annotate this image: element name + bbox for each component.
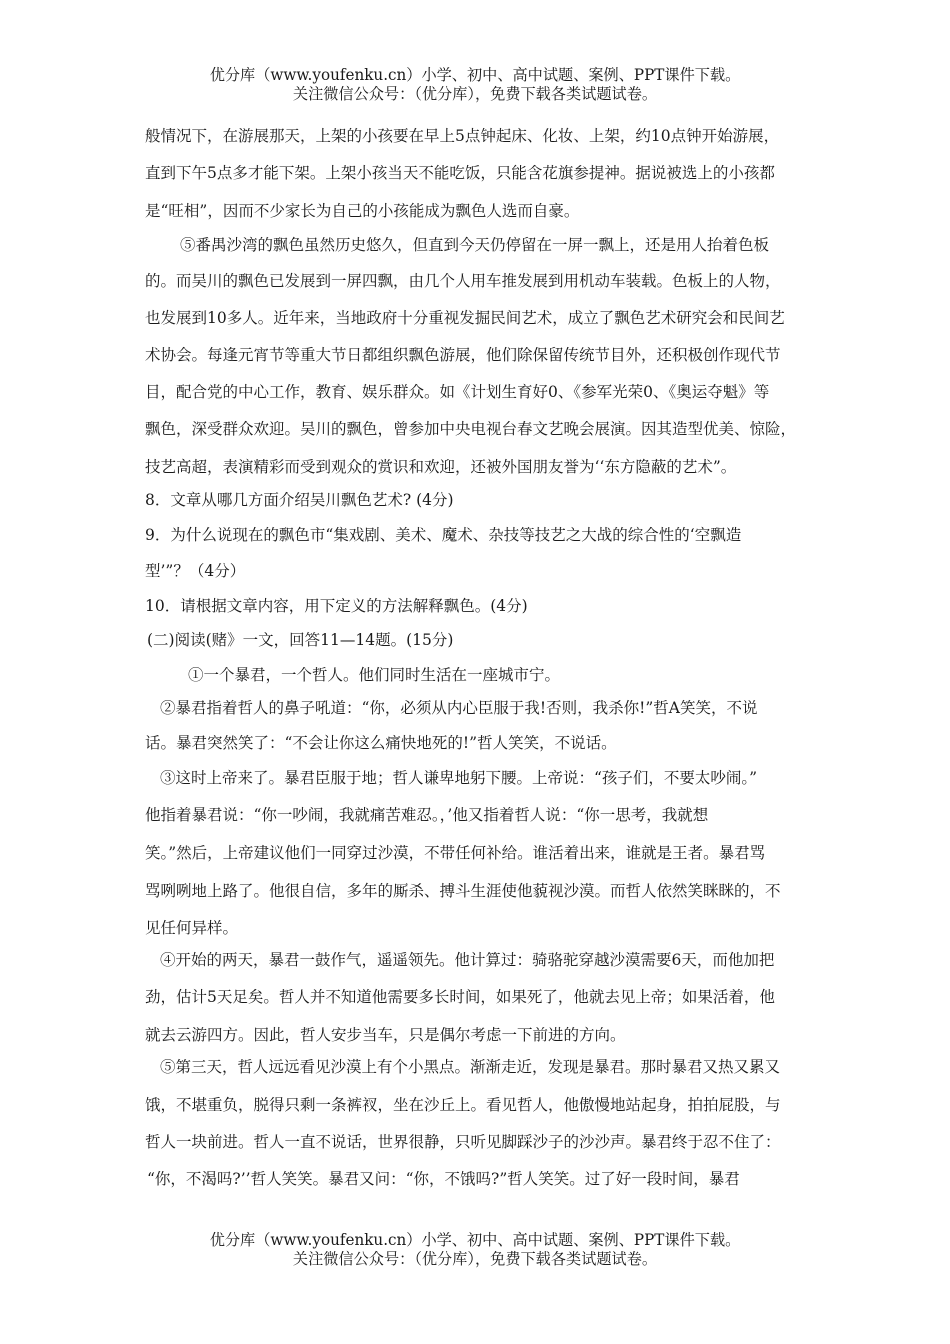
text-line: 哲人一块前进。哲人一直不说话，世界很静，只听见脚踩沙子的沙沙声。暴君终于忍不住了：	[145, 1133, 781, 1151]
section-heading: (二)阅读(赌》一文，回答11—14题。(15分)	[147, 631, 454, 649]
text-line: ⑤番禺沙湾的飘色虽然历史悠久，但直到今天仍停留在一屏一飘上，还是用人抬着色板	[180, 236, 770, 254]
text-line: 目，配合党的中心工作，教育、娱乐群众。如《计划生育好0、《参军光荣0、《奥运夺魁》等	[145, 383, 770, 401]
text-line: 技艺高超，表演精彩而受到观众的赏识和欢迎，还被外国朋友誉为‘‘东方隐蔽的艺术”。	[145, 458, 737, 476]
question-9: 9．为什么说现在的飘色市“集戏剧、美术、魔术、杂技等技艺之大战的综合性的‘空飘造	[145, 526, 742, 544]
text-line: 话。暴君突然笑了：“不会让你这么痛快地死的!”哲人笑笑，不说话。	[145, 734, 617, 752]
question-8: 8．文章从哪几方面介绍吴川飘色艺术? (4分)	[145, 491, 454, 509]
text-line: 也发展到10多人。近年来，当地政府十分重视发掘民间艺术，成立了飘色艺术研究会和民间艺	[145, 309, 785, 327]
text-line: 饿，不堪重负，脱得只剩一条裤衩，坐在沙丘上。看见哲人，他傲慢地站起身，拍拍屁股，与	[145, 1096, 781, 1114]
text-line: ③这时上帝来了。暴君臣服于地；哲人谦卑地躬下腰。上帝说：“孩子们，不要太吵闹。”	[160, 769, 758, 787]
text-line: 般情况下，在游展那天，上架的小孩要在早上5点钟起床、化妆、上架，约10点钟开始游展，	[145, 127, 780, 145]
header-line-1: 优分库（www.youfenku.cn）小学、初中、高中试题、案例、PPT课件下载。	[209, 66, 741, 84]
text-line: “你，不渴吗?’’哲人笑笑。暴君又问：“你，不饿吗?”哲人笑笑。过了好一段时间，暴君	[147, 1170, 740, 1188]
text-line: ②暴君指着哲人的鼻子吼道：“你，必须从内心臣服于我!否则，我杀你!”哲A笑笑，不说	[160, 699, 758, 717]
text-line: 是“旺相”，因而不少家长为自己的小孩能成为飘色人选而自豪。	[145, 202, 580, 220]
question-10: 10．请根据文章内容，用下定义的方法解释飘色。(4分)	[145, 597, 528, 615]
header-line-2: 关注微信公众号：（优分库），免费下载各类试题试卷。	[292, 85, 658, 103]
text-line: 飘色，深受群众欢迎。吴川的飘色，曾参加中央电视台春文艺晚会展演。因其造型优美、惊险，	[145, 420, 797, 438]
text-line: 笑。”然后，上帝建议他们一同穿过沙漠，不带任何补给。谁活着出来，谁就是王者。暴君骂	[145, 844, 766, 862]
text-line: 的。而吴川的飘色已发展到一屏四飘，由几个人用车推发展到用机动车装载。色板上的人物，	[145, 272, 781, 290]
text-line: 骂咧咧地上路了。他很自信，多年的厮杀、搏斗生涯使他藐视沙漠。而哲人依然笑眯眯的，不	[145, 882, 781, 900]
page-footer	[0, 1231, 950, 1269]
text-line: 他指着暴君说：“你一吵闹，我就痛苦难忍。，’他又指着哲人说：“你一思考，我就想	[145, 806, 709, 824]
text-line: 就去云游四方。因此，哲人安步当车，只是偶尔考虑一下前进的方向。	[145, 1026, 626, 1044]
text-line: ④开始的两天，暴君一鼓作气，遥遥领先。他计算过：骑骆驼穿越沙漠需要6天，而他加把	[160, 951, 775, 969]
question-9-cont: 型’”？（4分）	[145, 562, 246, 580]
footer-line-1: 优分库（www.youfenku.cn）小学、初中、高中试题、案例、PPT课件下载。	[209, 1231, 741, 1249]
footer-line-2: 关注微信公众号：（优分库），免费下载各类试题试卷。	[292, 1250, 658, 1268]
text-line: 劲，估计5天足矣。哲人并不知道他需要多长时间，如果死了，他就去见上帝；如果活着，他	[145, 988, 775, 1006]
text-line: ①一个暴君，一个哲人。他们同时生活在一座城市宁。	[188, 666, 561, 684]
page-header	[0, 66, 950, 104]
text-line: ⑤第三天，哲人远远看见沙漠上有个小黑点。渐渐走近，发现是暴君。那时暴君又热又累又	[160, 1058, 781, 1076]
text-line: 见任何异样。	[145, 919, 239, 937]
text-line: 直到下午5点多才能下架。上架小孩当天不能吃饭，只能含花旗参提神。据说被选上的小孩都	[145, 164, 775, 182]
text-line: 术协会。每逢元宵节等重大节日都组织飘色游展，他们除保留传统节目外，还积极创作现代节	[145, 346, 781, 364]
